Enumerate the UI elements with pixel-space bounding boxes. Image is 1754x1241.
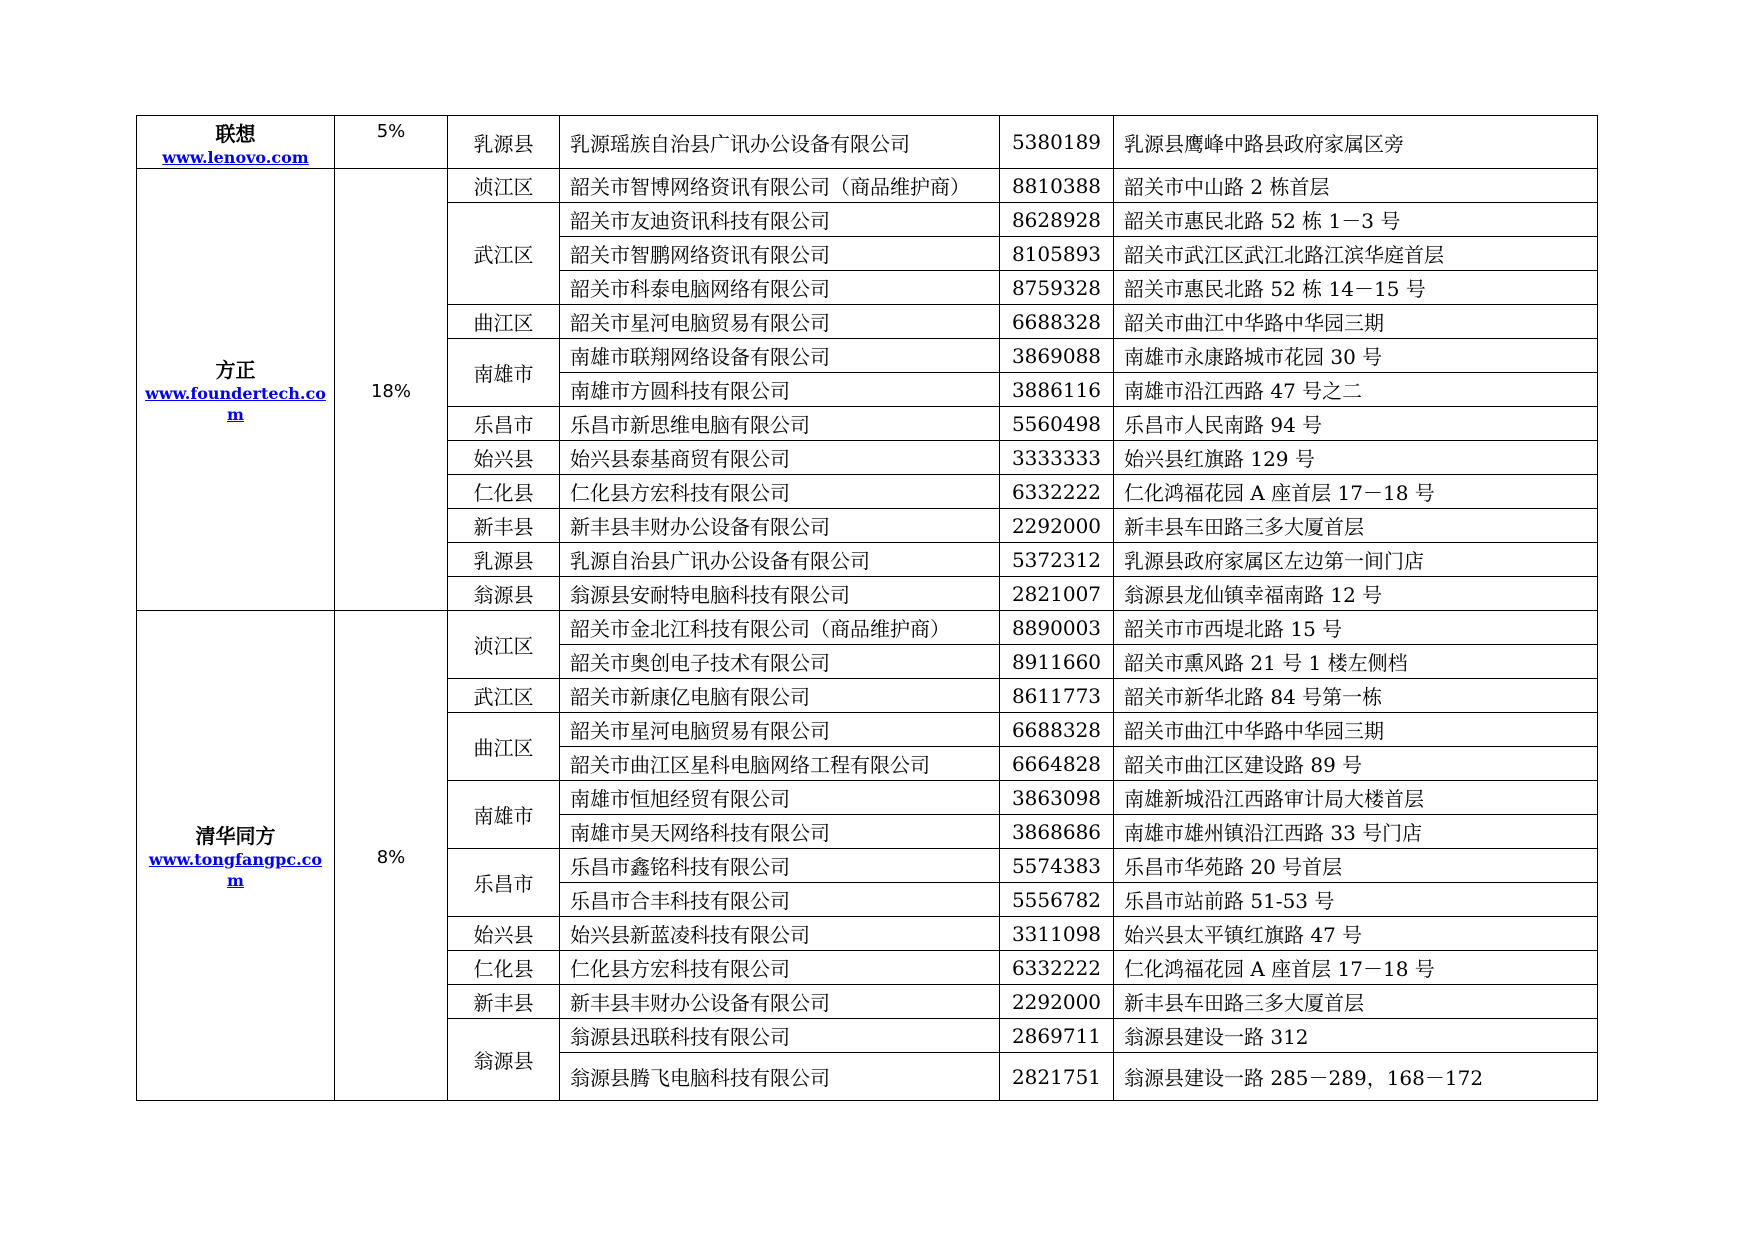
address-cell: 韶关市熏风路 21 号 1 楼左侧档 bbox=[1114, 645, 1598, 679]
phone-cell: 3311098 bbox=[1000, 917, 1114, 951]
area-cell: 始兴县 bbox=[448, 441, 560, 475]
address-cell: 仁化鸿福花园 A 座首层 17－18 号 bbox=[1114, 475, 1598, 509]
phone-cell: 8611773 bbox=[1000, 679, 1114, 713]
company-cell: 乳源自治县广讯办公设备有限公司 bbox=[560, 543, 1000, 577]
area-cell: 乳源县 bbox=[448, 116, 560, 169]
table-body bbox=[137, 116, 1598, 1101]
market-share-cell bbox=[335, 116, 448, 169]
address-cell: 仁化鸿福花园 A 座首层 17－18 号 bbox=[1114, 951, 1598, 985]
phone-cell: 2821751 bbox=[1000, 1053, 1114, 1101]
brand-name: 方正 bbox=[215, 358, 256, 382]
phone-cell: 5556782 bbox=[1000, 883, 1114, 917]
brand-url-link[interactable]: www.lenovo.com bbox=[162, 148, 309, 167]
address-cell: 始兴县红旗路 129 号 bbox=[1114, 441, 1598, 475]
company-cell: 韶关市新康亿电脑有限公司 bbox=[560, 679, 1000, 713]
company-cell[interactable]: 韶关市金北江科技有限公司（商品维护商） bbox=[560, 611, 1000, 645]
address-cell: 翁源县建设一路 285－289，168－172 bbox=[1114, 1053, 1598, 1101]
area-cell: 浈江区 bbox=[448, 169, 560, 203]
phone-cell: 3869088 bbox=[1000, 339, 1114, 373]
area-cell: 南雄市 bbox=[448, 339, 560, 407]
phone-cell: 3333333 bbox=[1000, 441, 1114, 475]
company-cell: 新丰县丰财办公设备有限公司 bbox=[560, 509, 1000, 543]
address-cell: 韶关市曲江区建设路 89 号 bbox=[1114, 747, 1598, 781]
brand-cell bbox=[137, 611, 335, 1101]
area-cell: 翁源县 bbox=[448, 577, 560, 611]
area-cell: 乐昌市 bbox=[448, 849, 560, 917]
address-cell: 韶关市曲江中华路中华园三期 bbox=[1114, 713, 1598, 747]
phone-cell: 8105893 bbox=[1000, 237, 1114, 271]
phone-cell: 2292000 bbox=[1000, 985, 1114, 1019]
company-cell: 始兴县泰基商贸有限公司 bbox=[560, 441, 1000, 475]
company-cell[interactable]: 韶关市智博网络资讯有限公司（商品维护商） bbox=[560, 169, 1000, 203]
company-cell: 韶关市奥创电子技术有限公司 bbox=[560, 645, 1000, 679]
phone-cell: 2821007 bbox=[1000, 577, 1114, 611]
company-cell: 始兴县新蓝凌科技有限公司 bbox=[560, 917, 1000, 951]
company-cell: 韶关市星河电脑贸易有限公司 bbox=[560, 713, 1000, 747]
address-cell: 乐昌市人民南路 94 号 bbox=[1114, 407, 1598, 441]
phone-cell: 8628928 bbox=[1000, 203, 1114, 237]
area-cell: 乳源县 bbox=[448, 543, 560, 577]
phone-cell: 3868686 bbox=[1000, 815, 1114, 849]
company-cell: 韶关市星河电脑贸易有限公司 bbox=[560, 305, 1000, 339]
phone-cell: 8810388 bbox=[1000, 169, 1114, 203]
company-cell: 新丰县丰财办公设备有限公司 bbox=[560, 985, 1000, 1019]
address-cell: 韶关市惠民北路 52 栋 14－15 号 bbox=[1114, 271, 1598, 305]
address-cell: 韶关市市西堤北路 15 号 bbox=[1114, 611, 1598, 645]
phone-cell: 6688328 bbox=[1000, 713, 1114, 747]
area-cell: 曲江区 bbox=[448, 713, 560, 781]
area-cell: 翁源县 bbox=[448, 1019, 560, 1101]
phone-cell: 2292000 bbox=[1000, 509, 1114, 543]
company-cell: 仁化县方宏科技有限公司 bbox=[560, 951, 1000, 985]
table-row bbox=[137, 611, 1598, 645]
company-cell: 韶关市智鹏网络资讯有限公司 bbox=[560, 237, 1000, 271]
area-cell: 仁化县 bbox=[448, 951, 560, 985]
area-cell: 浈江区 bbox=[448, 611, 560, 679]
phone-cell: 3863098 bbox=[1000, 781, 1114, 815]
company-cell: 韶关市曲江区星科电脑网络工程有限公司 bbox=[560, 747, 1000, 781]
address-cell: 南雄新城沿江西路审计局大楼首层 bbox=[1114, 781, 1598, 815]
phone-cell: 6664828 bbox=[1000, 747, 1114, 781]
address-cell: 乳源县政府家属区左边第一间门店 bbox=[1114, 543, 1598, 577]
brand-name: 联想 bbox=[215, 122, 256, 146]
address-cell: 南雄市永康路城市花园 30 号 bbox=[1114, 339, 1598, 373]
phone-cell: 5574383 bbox=[1000, 849, 1114, 883]
company-cell: 仁化县方宏科技有限公司 bbox=[560, 475, 1000, 509]
address-cell: 新丰县车田路三多大厦首层 bbox=[1114, 985, 1598, 1019]
area-cell: 武江区 bbox=[448, 679, 560, 713]
company-cell: 乐昌市新思维电脑有限公司 bbox=[560, 407, 1000, 441]
market-share-value: 5% bbox=[376, 121, 406, 142]
area-cell: 乐昌市 bbox=[448, 407, 560, 441]
brand-name: 清华同方 bbox=[195, 824, 276, 848]
company-cell: 韶关市科泰电脑网络有限公司 bbox=[560, 271, 1000, 305]
brand-url-link[interactable]: www.tongfangpc.com bbox=[148, 850, 323, 890]
company-cell: 南雄市昊天网络科技有限公司 bbox=[560, 815, 1000, 849]
market-share-value: 18% bbox=[370, 380, 411, 402]
phone-cell: 6332222 bbox=[1000, 951, 1114, 985]
address-cell: 韶关市曲江中华路中华园三期 bbox=[1114, 305, 1598, 339]
area-cell: 新丰县 bbox=[448, 985, 560, 1019]
area-cell: 新丰县 bbox=[448, 509, 560, 543]
table-row bbox=[137, 169, 1598, 203]
phone-cell: 6332222 bbox=[1000, 475, 1114, 509]
phone-cell: 6688328 bbox=[1000, 305, 1114, 339]
company-cell: 南雄市联翔网络设备有限公司 bbox=[560, 339, 1000, 373]
phone-cell: 5560498 bbox=[1000, 407, 1114, 441]
market-share-cell bbox=[335, 611, 448, 1101]
brand-cell bbox=[137, 169, 335, 611]
area-cell: 始兴县 bbox=[448, 917, 560, 951]
address-cell: 乐昌市站前路 51-53 号 bbox=[1114, 883, 1598, 917]
market-share-cell bbox=[335, 169, 448, 611]
address-cell: 翁源县龙仙镇幸福南路 12 号 bbox=[1114, 577, 1598, 611]
brand-cell bbox=[137, 116, 335, 169]
phone-cell: 2869711 bbox=[1000, 1019, 1114, 1053]
company-cell: 翁源县安耐特电脑科技有限公司 bbox=[560, 577, 1000, 611]
company-cell: 乐昌市鑫铭科技有限公司 bbox=[560, 849, 1000, 883]
phone-cell: 5380189 bbox=[1000, 116, 1114, 169]
company-cell: 翁源县腾飞电脑科技有限公司 bbox=[560, 1053, 1000, 1101]
address-cell: 南雄市沿江西路 47 号之二 bbox=[1114, 373, 1598, 407]
phone-cell: 3886116 bbox=[1000, 373, 1114, 407]
address-cell: 韶关市中山路 2 栋首层 bbox=[1114, 169, 1598, 203]
area-cell: 武江区 bbox=[448, 203, 560, 305]
address-cell: 韶关市武江区武江北路江滨华庭首层 bbox=[1114, 237, 1598, 271]
address-cell: 乐昌市华苑路 20 号首层 bbox=[1114, 849, 1598, 883]
address-cell: 翁源县建设一路 312 bbox=[1114, 1019, 1598, 1053]
phone-cell: 8759328 bbox=[1000, 271, 1114, 305]
address-cell: 新丰县车田路三多大厦首层 bbox=[1114, 509, 1598, 543]
phone-cell: 8911660 bbox=[1000, 645, 1114, 679]
address-cell: 韶关市新华北路 84 号第一栋 bbox=[1114, 679, 1598, 713]
brand-url-link[interactable]: www.foundertech.com bbox=[145, 384, 326, 424]
market-share-value: 8% bbox=[376, 846, 406, 868]
phone-cell: 8890003 bbox=[1000, 611, 1114, 645]
phone-cell: 5372312 bbox=[1000, 543, 1114, 577]
company-cell: 翁源县迅联科技有限公司 bbox=[560, 1019, 1000, 1053]
area-cell: 曲江区 bbox=[448, 305, 560, 339]
address-cell: 韶关市惠民北路 52 栋 1－3 号 bbox=[1114, 203, 1598, 237]
table-row bbox=[137, 116, 1598, 169]
company-cell: 乳源瑶族自治县广讯办公设备有限公司 bbox=[560, 116, 1000, 169]
company-cell: 韶关市友迪资讯科技有限公司 bbox=[560, 203, 1000, 237]
address-cell: 始兴县太平镇红旗路 47 号 bbox=[1114, 917, 1598, 951]
company-cell: 南雄市方圆科技有限公司 bbox=[560, 373, 1000, 407]
area-cell: 南雄市 bbox=[448, 781, 560, 849]
address-cell: 乳源县鹰峰中路县政府家属区旁 bbox=[1114, 116, 1598, 169]
area-cell: 仁化县 bbox=[448, 475, 560, 509]
address-cell: 南雄市雄州镇沿江西路 33 号门店 bbox=[1114, 815, 1598, 849]
company-cell: 乐昌市合丰科技有限公司 bbox=[560, 883, 1000, 917]
company-cell: 南雄市恒旭经贸有限公司 bbox=[560, 781, 1000, 815]
service-provider-table bbox=[136, 115, 1598, 1101]
